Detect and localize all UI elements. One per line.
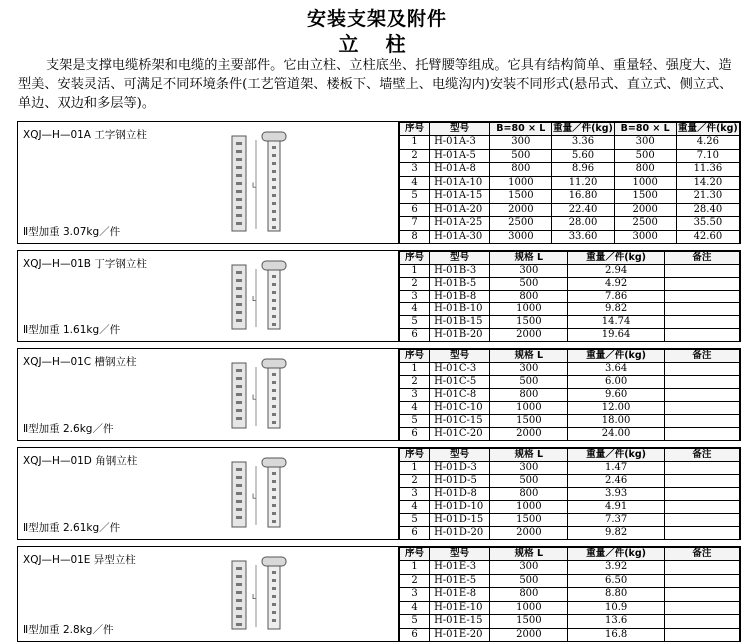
table-header-row xyxy=(400,449,740,462)
column-header: 重量／件(kg) xyxy=(568,252,664,265)
table-row xyxy=(400,475,740,488)
table-cell: H-01B-3 xyxy=(430,264,490,277)
table-cell: 2.46 xyxy=(568,475,664,488)
dimension-label: L xyxy=(252,593,256,601)
table-row xyxy=(400,574,740,587)
dimension-label: L xyxy=(252,393,256,402)
table-cell: 3 xyxy=(400,290,430,303)
table-cell: 1 xyxy=(400,264,430,277)
table-row xyxy=(400,217,740,230)
table-cell: 2 xyxy=(400,475,430,488)
table-cell xyxy=(664,428,739,441)
table-cell: H-01C-10 xyxy=(430,402,490,415)
table-cell: 8.80 xyxy=(568,588,664,601)
table-cell xyxy=(664,389,739,402)
table-cell: 5 xyxy=(400,615,430,628)
table-cell: 1500 xyxy=(490,514,568,527)
table-cell: 9.82 xyxy=(568,303,664,316)
table-cell: H-01B-20 xyxy=(430,329,490,342)
table-cell: 500 xyxy=(490,376,568,389)
table-row xyxy=(400,277,740,290)
dimension-label: L xyxy=(252,295,256,303)
table-row xyxy=(400,501,740,514)
table-cell: 9.82 xyxy=(568,527,664,540)
table-cell: 300 xyxy=(490,561,568,574)
table-cell: 7 xyxy=(400,217,430,230)
column-header: 规格 L xyxy=(490,350,568,363)
table-cell: 1500 xyxy=(490,615,568,628)
table-cell: 4 xyxy=(400,601,430,614)
product-weight-note: Ⅱ型加重 2.8kg／件 xyxy=(23,624,114,636)
table-cell: H-01A-3 xyxy=(430,136,490,149)
table-cell: 24.00 xyxy=(568,428,664,441)
table-cell: 500 xyxy=(490,277,568,290)
column-header: 型号 xyxy=(430,123,490,136)
table-cell xyxy=(664,329,739,342)
column-header: 规格 L xyxy=(490,449,568,462)
column-drawing-icon xyxy=(198,553,308,637)
table-cell xyxy=(664,615,739,628)
column-header: 序号 xyxy=(400,252,430,265)
table-cell: H-01C-5 xyxy=(430,376,490,389)
table-cell: 2000 xyxy=(490,329,568,342)
table-cell: 4.26 xyxy=(676,136,739,149)
table-cell: 3 xyxy=(400,389,430,402)
table-row xyxy=(400,149,740,162)
table-header-row xyxy=(400,123,740,136)
table-cell: 2 xyxy=(400,376,430,389)
table-row xyxy=(400,190,740,203)
table-cell: H-01C-15 xyxy=(430,415,490,428)
product-info-panel xyxy=(18,547,399,641)
table-cell: 8 xyxy=(400,230,430,243)
table-cell: 1500 xyxy=(614,190,676,203)
table-cell: H-01B-5 xyxy=(430,277,490,290)
table-row xyxy=(400,230,740,243)
product-info-panel xyxy=(18,448,399,539)
table-cell: 300 xyxy=(490,136,552,149)
table-cell: 6.50 xyxy=(568,574,664,587)
table-row xyxy=(400,462,740,475)
table-cell: 6 xyxy=(400,628,430,641)
table-cell: 1 xyxy=(400,136,430,149)
table-cell: H-01A-30 xyxy=(430,230,490,243)
intro-paragraph: 支架是支撑电缆桥架和电缆的主要部件。它由立柱、立柱底坐、托臂腰等组成。它具有结构简单、重量轻、强度大、造型美、安装灵活、可满足不同环境条件(工艺管道架、楼板下、墙壁上、电缆沟内)安装不同形式(悬吊式、直立式、侧立式、单边、双边和多层等)。 xyxy=(18,58,733,111)
table-cell: 11.20 xyxy=(552,176,614,189)
product-weight-note: Ⅱ型加重 2.61kg／件 xyxy=(23,522,121,534)
column-header: 重量／件(kg) xyxy=(568,449,664,462)
product-code: XQJ—H—01E 异型立柱 xyxy=(23,554,136,566)
table-cell: 2000 xyxy=(490,628,568,641)
table-cell: 14.74 xyxy=(568,316,664,329)
table-cell: 5 xyxy=(400,514,430,527)
table-cell: 4 xyxy=(400,303,430,316)
table-cell: H-01A-15 xyxy=(430,190,490,203)
table-cell xyxy=(664,316,739,329)
table-row xyxy=(400,488,740,501)
column-header: 重量／件(kg) xyxy=(677,123,738,134)
table-header-row xyxy=(400,252,740,265)
table-cell: 4 xyxy=(400,402,430,415)
table-cell: H-01D-10 xyxy=(430,501,490,514)
table-cell: 6 xyxy=(400,329,430,342)
table-cell: 12.00 xyxy=(568,402,664,415)
table-cell: H-01C-20 xyxy=(430,428,490,441)
table-cell: H-01D-20 xyxy=(430,527,490,540)
table-cell: 1000 xyxy=(490,176,552,189)
spec-table xyxy=(399,251,740,342)
column-header: 规格 L xyxy=(490,548,568,561)
product-code: XQJ—H—01D 角钢立柱 xyxy=(23,455,138,467)
table-cell: 800 xyxy=(490,389,568,402)
table-cell: H-01B-10 xyxy=(430,303,490,316)
column-header: 序号 xyxy=(400,548,430,561)
table-cell: 3.93 xyxy=(568,488,664,501)
table-cell: 3000 xyxy=(614,230,676,243)
table-cell: 3 xyxy=(400,488,430,501)
table-row xyxy=(400,264,740,277)
table-cell: H-01E-10 xyxy=(430,601,490,614)
table-row xyxy=(400,561,740,574)
table-cell: 1000 xyxy=(614,176,676,189)
column-header: 重量／件(kg) xyxy=(553,123,613,134)
table-cell: 500 xyxy=(490,149,552,162)
table-cell xyxy=(664,574,739,587)
table-cell: 1000 xyxy=(490,303,568,316)
spec-table xyxy=(399,122,740,244)
table-row xyxy=(400,402,740,415)
table-cell: 1500 xyxy=(490,316,568,329)
product-section xyxy=(17,348,741,441)
table-cell: 2500 xyxy=(614,217,676,230)
table-cell: 33.60 xyxy=(552,230,614,243)
table-cell: 28.00 xyxy=(552,217,614,230)
table-cell xyxy=(664,376,739,389)
table-cell: 2000 xyxy=(490,527,568,540)
column-header: B=80 × L xyxy=(614,123,676,136)
table-cell: 1.47 xyxy=(568,462,664,475)
product-weight-note: Ⅱ型加重 1.61kg／件 xyxy=(23,324,121,336)
column-header: 序号 xyxy=(400,449,430,462)
table-cell: 800 xyxy=(490,588,568,601)
table-cell: 3 xyxy=(400,163,430,176)
column-header: 序号 xyxy=(400,123,430,136)
table-cell: 4 xyxy=(400,501,430,514)
table-row xyxy=(400,615,740,628)
table-cell: 8.96 xyxy=(552,163,614,176)
table-cell: 5 xyxy=(400,415,430,428)
table-cell: 7.37 xyxy=(568,514,664,527)
table-cell xyxy=(664,561,739,574)
table-row xyxy=(400,389,740,402)
table-cell: 1 xyxy=(400,363,430,376)
column-header: 序号 xyxy=(400,350,430,363)
table-cell: 7.10 xyxy=(676,149,739,162)
table-cell xyxy=(664,475,739,488)
table-cell: 2000 xyxy=(490,203,552,216)
table-cell xyxy=(664,462,739,475)
table-cell: 1000 xyxy=(490,402,568,415)
table-cell xyxy=(664,514,739,527)
table-cell: 1 xyxy=(400,561,430,574)
table-row xyxy=(400,290,740,303)
product-weight-note: Ⅱ型加重 2.6kg／件 xyxy=(23,423,114,435)
table-cell: 3.36 xyxy=(552,136,614,149)
table-cell xyxy=(664,264,739,277)
product-code: XQJ—H—01B 丁字钢立柱 xyxy=(23,258,147,270)
product-weight-note: Ⅱ型加重 3.07kg／件 xyxy=(23,226,121,238)
table-cell: H-01C-8 xyxy=(430,389,490,402)
table-cell xyxy=(664,415,739,428)
table-cell: H-01A-8 xyxy=(430,163,490,176)
table-cell: 6 xyxy=(400,527,430,540)
product-code: XQJ—H—01A 工字钢立柱 xyxy=(23,129,147,141)
table-row xyxy=(400,363,740,376)
table-cell: 2 xyxy=(400,574,430,587)
table-cell: H-01D-8 xyxy=(430,488,490,501)
table-cell: 2500 xyxy=(490,217,552,230)
spec-table xyxy=(399,448,740,540)
table-row xyxy=(400,329,740,342)
table-row xyxy=(400,376,740,389)
table-cell: 10.9 xyxy=(568,601,664,614)
table-cell: 5.60 xyxy=(552,149,614,162)
table-cell: H-01E-3 xyxy=(430,561,490,574)
column-header: 备注 xyxy=(664,449,739,462)
table-cell: 22.40 xyxy=(552,203,614,216)
table-cell: 6 xyxy=(400,428,430,441)
table-cell: 1500 xyxy=(490,190,552,203)
table-cell: 800 xyxy=(490,290,568,303)
table-cell: 5 xyxy=(400,190,430,203)
page-subtitle: 立 柱 xyxy=(338,32,416,56)
table-row xyxy=(400,628,740,641)
table-row xyxy=(400,303,740,316)
column-header: 型号 xyxy=(430,449,490,462)
dimension-label: L xyxy=(252,181,256,190)
product-section xyxy=(17,546,741,642)
table-cell: 19.64 xyxy=(568,329,664,342)
table-cell: H-01A-20 xyxy=(430,203,490,216)
table-cell: 500 xyxy=(490,574,568,587)
table-cell: H-01D-5 xyxy=(430,475,490,488)
table-cell: 800 xyxy=(614,163,676,176)
table-cell: 16.80 xyxy=(552,190,614,203)
table-cell: H-01E-5 xyxy=(430,574,490,587)
table-cell xyxy=(664,402,739,415)
column-header: 型号 xyxy=(430,350,490,363)
table-header-row xyxy=(400,350,740,363)
column-drawing-icon xyxy=(198,128,308,239)
column-header: 重量／件(kg) xyxy=(568,350,664,363)
table-cell: 14.20 xyxy=(676,176,739,189)
table-cell: 500 xyxy=(614,149,676,162)
table-cell: 42.60 xyxy=(676,230,739,243)
table-cell: 1 xyxy=(400,462,430,475)
table-row xyxy=(400,203,740,216)
table-cell: 5 xyxy=(400,316,430,329)
table-cell: H-01A-5 xyxy=(430,149,490,162)
table-cell: 800 xyxy=(490,163,552,176)
table-cell: 3.64 xyxy=(568,363,664,376)
table-cell: H-01E-8 xyxy=(430,588,490,601)
table-cell xyxy=(664,527,739,540)
table-cell xyxy=(664,488,739,501)
table-cell xyxy=(664,303,739,316)
table-cell: 2 xyxy=(400,149,430,162)
table-cell: H-01B-15 xyxy=(430,316,490,329)
table-cell: H-01C-3 xyxy=(430,363,490,376)
table-cell xyxy=(664,501,739,514)
page-title: 安装支架及附件 xyxy=(306,8,447,30)
table-cell xyxy=(664,588,739,601)
table-cell xyxy=(664,601,739,614)
table-cell: 4.91 xyxy=(568,501,664,514)
product-info-panel xyxy=(18,251,399,341)
table-cell: 300 xyxy=(490,264,568,277)
table-header-row xyxy=(400,548,740,561)
table-cell: 300 xyxy=(614,136,676,149)
table-cell: 4 xyxy=(400,176,430,189)
table-row xyxy=(400,514,740,527)
table-cell: 35.50 xyxy=(676,217,739,230)
table-row xyxy=(400,601,740,614)
table-cell xyxy=(664,290,739,303)
table-cell xyxy=(664,363,739,376)
table-cell: H-01D-3 xyxy=(430,462,490,475)
table-cell: 1000 xyxy=(490,501,568,514)
table-row xyxy=(400,316,740,329)
product-info-panel xyxy=(18,349,399,440)
table-cell: 7.86 xyxy=(568,290,664,303)
spec-table xyxy=(399,349,740,441)
table-cell: 13.6 xyxy=(568,615,664,628)
table-row xyxy=(400,527,740,540)
table-cell xyxy=(664,628,739,641)
table-cell: 2000 xyxy=(614,203,676,216)
column-header: 规格 L xyxy=(490,252,568,265)
table-cell: 16.8 xyxy=(568,628,664,641)
table-cell: 3.92 xyxy=(568,561,664,574)
table-row xyxy=(400,428,740,441)
table-cell: 28.40 xyxy=(676,203,739,216)
table-cell: 1500 xyxy=(490,415,568,428)
column-header: B=80 × L xyxy=(490,123,552,136)
table-cell: H-01A-10 xyxy=(430,176,490,189)
table-cell: 3000 xyxy=(490,230,552,243)
table-cell: 1000 xyxy=(490,601,568,614)
table-cell: H-01A-25 xyxy=(430,217,490,230)
column-header: 备注 xyxy=(664,548,739,561)
column-drawing-icon xyxy=(198,454,308,535)
table-cell: 3 xyxy=(400,588,430,601)
column-header: 型号 xyxy=(430,548,490,561)
table-row xyxy=(400,176,740,189)
product-section xyxy=(17,250,741,342)
column-drawing-icon xyxy=(198,355,308,436)
table-cell xyxy=(664,277,739,290)
table-cell: H-01E-20 xyxy=(430,628,490,641)
spec-table xyxy=(399,547,740,642)
product-section xyxy=(17,121,741,244)
table-cell: 300 xyxy=(490,462,568,475)
table-cell: 2 xyxy=(400,277,430,290)
column-header: 备注 xyxy=(664,252,739,265)
table-cell: 2000 xyxy=(490,428,568,441)
table-cell: 11.36 xyxy=(676,163,739,176)
table-cell: 18.00 xyxy=(568,415,664,428)
column-drawing-icon xyxy=(198,257,308,337)
product-code: XQJ—H—01C 槽钢立柱 xyxy=(23,356,137,368)
table-row xyxy=(400,588,740,601)
table-cell: 2.94 xyxy=(568,264,664,277)
table-cell: 9.60 xyxy=(568,389,664,402)
table-cell: 300 xyxy=(490,363,568,376)
table-cell: H-01E-15 xyxy=(430,615,490,628)
product-info-panel xyxy=(18,122,399,243)
table-cell: 6.00 xyxy=(568,376,664,389)
table-row xyxy=(400,163,740,176)
column-header: 型号 xyxy=(430,252,490,265)
table-cell: 500 xyxy=(490,475,568,488)
table-row xyxy=(400,136,740,149)
table-cell: 6 xyxy=(400,203,430,216)
table-cell: H-01B-8 xyxy=(430,290,490,303)
column-header: 备注 xyxy=(664,350,739,363)
table-cell: 800 xyxy=(490,488,568,501)
table-cell: 4.92 xyxy=(568,277,664,290)
column-header: 重量／件(kg) xyxy=(568,548,664,561)
table-row xyxy=(400,415,740,428)
table-cell: H-01D-15 xyxy=(430,514,490,527)
product-section xyxy=(17,447,741,540)
table-cell: 21.30 xyxy=(676,190,739,203)
dimension-label: L xyxy=(252,492,256,501)
